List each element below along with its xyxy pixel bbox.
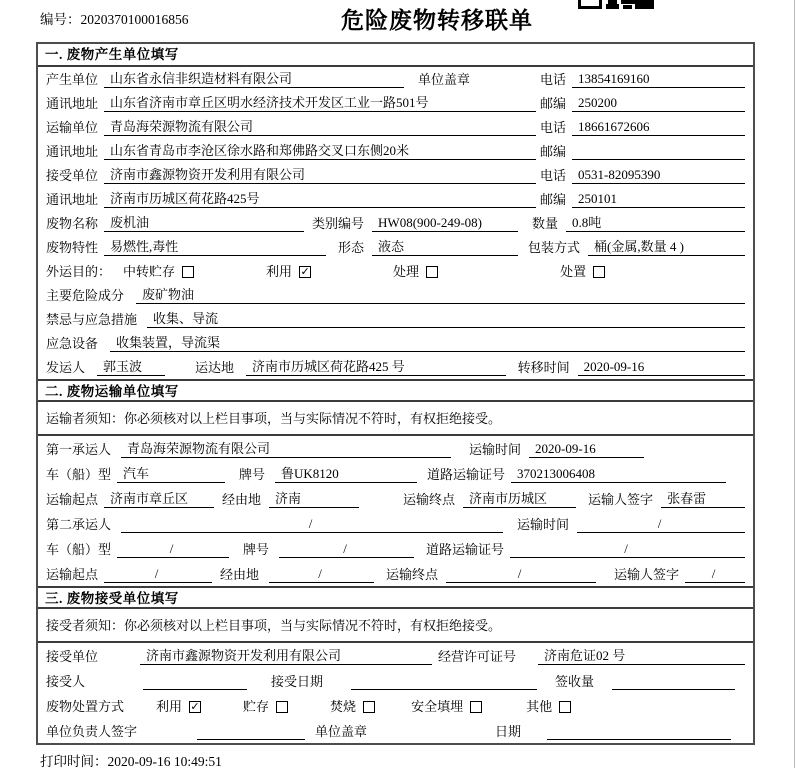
permit-no-value: 济南危证02 号 xyxy=(538,648,745,665)
via-label: 经由地 xyxy=(220,567,260,582)
transfer-purpose-label: 外运目的： xyxy=(46,264,112,279)
chief-sign-value xyxy=(197,724,305,740)
waste-name-value: 废机油 xyxy=(104,215,304,232)
checkbox-icon xyxy=(182,266,194,278)
disposal-method-row xyxy=(38,693,753,718)
disposal-option-utilize: 利用 ✓ xyxy=(156,699,200,714)
disposal-option-storage: 贮存 xyxy=(243,699,288,715)
first-carrier-value: 青岛海荣源物流有限公司 xyxy=(121,441,451,458)
checkbox-icon xyxy=(593,266,605,278)
purpose-option-dispose: 处置 xyxy=(560,264,605,280)
transporter-address-value: 山东省青岛市李沧区徐水路和郑佛路交叉口东侧20米 xyxy=(104,143,536,160)
main-hazard-label: 主要危险成分 xyxy=(46,288,125,303)
plate2-value: / xyxy=(279,541,414,558)
waste-character-row xyxy=(38,235,753,259)
receiver-unit-row xyxy=(38,163,753,187)
address-label: 通讯地址 xyxy=(46,192,99,207)
checkbox-icon xyxy=(559,701,571,713)
carrier-sign-label: 运输人签字 xyxy=(614,567,680,582)
checkbox-icon xyxy=(276,701,288,713)
zip-label: 邮编 xyxy=(540,96,567,111)
receiver-notice: 接受者须知：你必须核对以上栏目事项，当与实际情况不符时，有权拒绝接受。 xyxy=(38,609,753,643)
receiver-unit-label: 接受单位 xyxy=(46,168,99,183)
emergency-equipment-value: 收集装置，导流渠 xyxy=(110,335,745,352)
accept-unit-value: 济南市鑫源物资开发利用有限公司 xyxy=(140,648,432,665)
transfer-purpose-row xyxy=(38,259,753,283)
transporter-notice: 运输者须知：你必须核对以上栏目事项，当与实际情况不符时，有权拒绝接受。 xyxy=(38,402,753,436)
plate-label: 牌号 xyxy=(239,467,266,482)
received-qty-value xyxy=(612,674,735,690)
quantity-label: 数量 xyxy=(532,216,559,231)
receiver-address-value: 济南市历城区荷花路425号 xyxy=(104,191,536,208)
producer-address-row xyxy=(38,91,753,115)
road-permit-label: 道路运输证号 xyxy=(427,467,506,482)
endpoint1-value: 济南市历城区 xyxy=(463,491,576,508)
qr-module xyxy=(635,4,654,9)
section1-title: 一. 废物产生单位填写 xyxy=(38,44,753,67)
qr-module xyxy=(606,4,619,9)
road-permit2-value: / xyxy=(510,541,745,558)
transfer-form xyxy=(36,42,755,745)
accept-unit-label: 接受单位 xyxy=(46,649,99,664)
transport-time1-value: 2020-09-16 xyxy=(529,441,644,458)
page-edge-line xyxy=(794,0,795,768)
vehicle-type1-value: 汽车 xyxy=(117,466,225,483)
page-title: 危险废物转移联单 xyxy=(341,8,533,33)
seal-date-value xyxy=(547,724,731,740)
chief-sign-label: 单位负责人签字 xyxy=(46,724,138,739)
transfer-time-label: 转移时间 xyxy=(517,360,570,375)
second-carrier-row xyxy=(38,511,753,536)
waste-character-label: 废物特性 xyxy=(46,240,99,255)
form-state-value: 液态 xyxy=(372,239,518,256)
section2-title: 二. 废物运输单位填写 xyxy=(38,379,753,402)
main-hazard-row xyxy=(38,283,753,307)
zip-label: 邮编 xyxy=(540,144,567,159)
endpoint-label: 运输终点 xyxy=(403,492,456,507)
waste-name-label: 废物名称 xyxy=(46,216,99,231)
taboo-measures-label: 禁忌与应急措施 xyxy=(46,312,138,327)
acceptor-row xyxy=(38,668,753,693)
emergency-equipment-row xyxy=(38,331,753,355)
purpose-option-utilize: 利用 ✓ xyxy=(266,264,310,279)
vehicle1-row xyxy=(38,461,753,486)
transporter-unit-value: 青岛海荣源物流有限公司 xyxy=(104,119,536,136)
permit-no-label: 经营许可证号 xyxy=(438,649,517,664)
receiver-zip-value: 250101 xyxy=(572,191,745,208)
waste-name-row xyxy=(38,211,753,235)
first-carrier-row xyxy=(38,436,753,461)
category-code-label: 类别编号 xyxy=(312,216,365,231)
accept-date-value xyxy=(351,674,537,690)
producer-unit-label: 产生单位 xyxy=(46,72,99,87)
packing-label: 包装方式 xyxy=(528,240,581,255)
print-time xyxy=(40,750,222,768)
form-state-label: 形态 xyxy=(338,240,365,255)
print-time-value: 2020-09-16 10:49:51 xyxy=(107,754,222,768)
unit-seal-label: 单位盖章 xyxy=(315,724,368,739)
phone-label: 电话 xyxy=(540,120,567,135)
producer-phone-value: 13854169160 xyxy=(572,71,745,88)
waste-character-value: 易燃性,毒性 xyxy=(104,239,326,256)
transporter-phone-value: 18661672606 xyxy=(572,119,745,136)
doc-number-value: 2020370100016856 xyxy=(80,12,189,27)
acceptor-label: 接受人 xyxy=(46,674,86,689)
via-label: 经由地 xyxy=(222,492,262,507)
shipper-row xyxy=(38,355,753,379)
disposal-option-incinerate: 焚烧 xyxy=(330,699,375,715)
shipper-label: 发运人 xyxy=(46,360,86,375)
accept-unit-row xyxy=(38,643,753,668)
qr-code-icon xyxy=(578,0,656,9)
phone-label: 电话 xyxy=(540,72,567,87)
transfer-time-value: 2020-09-16 xyxy=(578,359,745,376)
second-carrier-label: 第二承运人 xyxy=(46,517,112,532)
checkbox-icon xyxy=(470,701,482,713)
received-qty-label: 签收量 xyxy=(555,674,595,689)
address-label: 通讯地址 xyxy=(46,96,99,111)
road-permit-label: 道路运输证号 xyxy=(426,542,505,557)
origin-label: 运输起点 xyxy=(46,567,99,582)
producer-address-value: 山东省济南市章丘区明水经济技术开发区工业一路501号 xyxy=(104,95,536,112)
taboo-measures-row xyxy=(38,307,753,331)
producer-unit-row xyxy=(38,67,753,91)
origin2-value: / xyxy=(104,566,212,583)
first-carrier-label: 第一承运人 xyxy=(46,442,112,457)
vehicle-type-label: 车（船）型 xyxy=(46,542,112,557)
receiver-address-row xyxy=(38,187,753,211)
second-carrier-value: / xyxy=(121,516,503,533)
receiver-unit-value: 济南市鑫源物资开发利用有限公司 xyxy=(104,167,536,184)
destination-value: 济南市历城区荷花路425 号 xyxy=(246,359,506,376)
checkbox-icon: ✓ xyxy=(190,700,200,713)
producer-unit-value: 山东省永信非织造材料有限公司 xyxy=(104,71,404,88)
producer-zip-value: 250200 xyxy=(572,95,745,112)
purpose-option-transit-storage: 中转贮存 xyxy=(123,264,194,280)
address-label: 通讯地址 xyxy=(46,144,99,159)
plate1-value: 鲁UK8120 xyxy=(275,466,417,483)
vehicle-type-label: 车（船）型 xyxy=(46,467,112,482)
transporter-unit-row xyxy=(38,115,753,139)
checkbox-icon: ✓ xyxy=(300,265,310,278)
destination-label: 运达地 xyxy=(195,360,235,375)
unit-seal-label: 单位盖章 xyxy=(418,72,471,87)
via2-value: / xyxy=(269,566,374,583)
checkbox-icon xyxy=(426,266,438,278)
taboo-measures-value: 收集、导流 xyxy=(147,311,745,328)
carrier-sign1-value: 张春雷 xyxy=(661,491,745,508)
disposal-option-landfill: 安全填埋 xyxy=(411,699,482,715)
via1-value: 济南 xyxy=(269,491,359,508)
disposal-option-other: 其他 xyxy=(526,699,571,715)
endpoint-label: 运输终点 xyxy=(386,567,439,582)
packing-value: 桶(金属,数量 4 ) xyxy=(588,239,745,256)
phone-label: 电话 xyxy=(540,168,567,183)
checkbox-icon xyxy=(363,701,375,713)
vehicle-type2-value: / xyxy=(117,541,229,558)
plate-label: 牌号 xyxy=(243,542,270,557)
origin1-value: 济南市章丘区 xyxy=(104,491,214,508)
main-hazard-value: 废矿物油 xyxy=(136,287,745,304)
qr-module xyxy=(623,5,632,9)
transporter-address-row xyxy=(38,139,753,163)
carrier-sign2-value: / xyxy=(685,566,745,583)
chief-sign-row xyxy=(38,718,753,743)
category-code-value: HW08(900-249-08) xyxy=(372,215,518,232)
transporter-unit-label: 运输单位 xyxy=(46,120,99,135)
section3-title: 三. 废物接受单位填写 xyxy=(38,586,753,609)
transport-time-label: 运输时间 xyxy=(469,442,522,457)
doc-number-label: 编号： xyxy=(40,12,81,27)
purpose-option-treat: 处理 xyxy=(393,264,438,280)
endpoint2-value: / xyxy=(446,566,596,583)
road-permit1-value: 370213006408 xyxy=(511,466,726,483)
print-time-label: 打印时间： xyxy=(40,754,108,768)
qr-finder-square xyxy=(578,0,602,9)
origin-label: 运输起点 xyxy=(46,492,99,507)
emergency-equipment-label: 应急设备 xyxy=(46,336,99,351)
quantity-value: 0.8吨 xyxy=(566,215,745,232)
shipper-value: 郭玉波 xyxy=(97,359,165,376)
zip-label: 邮编 xyxy=(540,192,567,207)
vehicle2-row xyxy=(38,536,753,561)
carrier-sign-label: 运输人签字 xyxy=(588,492,654,507)
transport-time2-value: / xyxy=(577,516,745,533)
transport-time-label: 运输时间 xyxy=(517,517,570,532)
route1-row xyxy=(38,486,753,511)
acceptor-value xyxy=(143,674,247,690)
transporter-zip-value xyxy=(572,144,745,160)
seal-date-label: 日期 xyxy=(495,724,522,739)
accept-date-label: 接受日期 xyxy=(271,674,324,689)
disposal-method-label: 废物处置方式 xyxy=(46,699,125,714)
route2-row xyxy=(38,561,753,586)
receiver-phone-value: 0531-82095390 xyxy=(572,167,745,184)
